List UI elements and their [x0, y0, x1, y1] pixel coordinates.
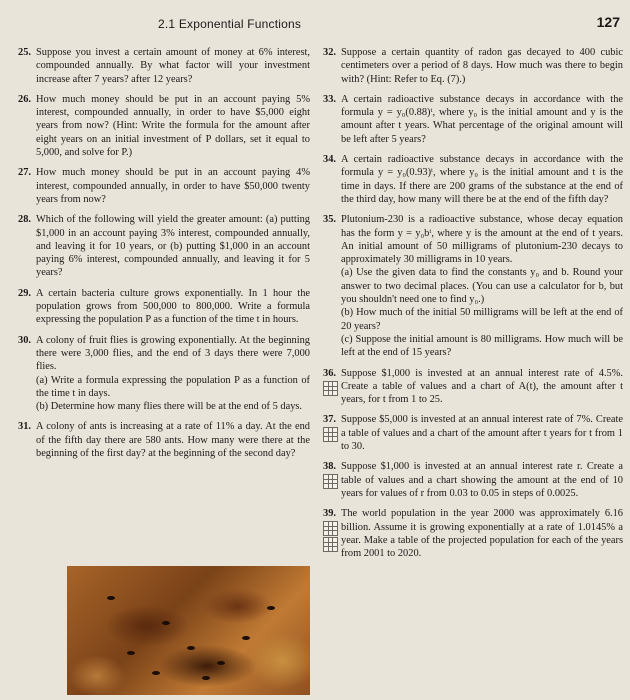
exercise-number: 34.: [323, 154, 336, 166]
exercise-text: Suppose a certain quantity of radon gas decayed to 400 cubic centimeters over a period of 8 days. How much was there to begin with? (Hint: Refer to Eq. (7).): [341, 47, 623, 85]
exercise-number: 26.: [18, 93, 31, 105]
ant-mark: [202, 676, 210, 680]
section-title: 2.1 Exponential Functions: [158, 17, 302, 31]
exercise-number: 32.: [323, 47, 336, 58]
exercise-part-c: (c) Suppose the initial amount is 80 milligrams. How much will be left at the end of 15 years?: [341, 333, 623, 359]
spreadsheet-icon: [323, 474, 338, 489]
exercise-text: Suppose $1,000 is invested at an annual interest rate of 4.5%. Create a table of values and a chart of A(t), the amount after t years, for t from 1 to 25.: [341, 367, 623, 406]
exercise-number: 31.: [18, 421, 31, 433]
exercise-31: [18, 420, 310, 460]
exercise-number: 35.: [323, 214, 336, 226]
exercise-text: A colony of ants is increasing at a rate of 11% a day. At the end of the fifth day there are 580 ants. How many were there at the beginning of the first day? at the beginning of the second day?: [36, 421, 310, 460]
ant-mark: [217, 661, 225, 665]
exercise-part-b: (b) Determine how many flies there will be at the end of 5 days.: [36, 401, 303, 413]
ant-mark: [107, 596, 115, 600]
exercise-39: [323, 507, 623, 560]
ants-photo: [67, 566, 310, 695]
exercise-number: 33.: [323, 93, 336, 105]
graph-icon: [323, 521, 338, 536]
spreadsheet-icon: [323, 537, 338, 552]
exercise-38: [323, 460, 623, 500]
exercise-text: A colony of fruit flies is growing exponentially. At the beginning there were 3,000 flies, and the end of 3 days there were 7,000 flies.: [36, 334, 310, 373]
exercise-27: [18, 166, 310, 206]
left-column: [18, 46, 310, 467]
exercise-33: [323, 93, 623, 146]
exercise-text: How much money should be put in an account paying 4% interest, compounded annually, in order to have $50,000 twenty years from now?: [36, 167, 310, 205]
exercise-text: How much money should be put in an account paying 5% interest, compounded annually, in order to have $5,000 eight years from now? (Hint: Write the formula for the amount after eight years on an initial investment of P dollars, set it equal to 5,000, and solve for P.): [36, 93, 310, 159]
exercise-36: [323, 367, 623, 407]
exercise-35: [323, 213, 623, 359]
ant-mark: [187, 646, 195, 650]
exercise-text: Which of the following will yield the greater amount: (a) putting $1,000 in an account paying 3% interest, compounded annually, and leaving it for 10 years, or (b) putting $1,000 in an account paying 6% interest, compounded annually, and leaving it for 5 years?: [36, 214, 310, 279]
exercise-text: Suppose $1,000 is invested at an annual interest rate r. Create a table of values and a chart showing the amount at the end of 10 years for values of r from 0.03 to 0.05 in steps of 0.0025.: [341, 461, 623, 499]
exercise-part-a: (a) Use the given data to find the constants y₀ and b. Round your answer to two decimal places. (You can use a calculator for b, but you shouldn't need one to find y₀.): [341, 267, 623, 306]
exercise-37: [323, 413, 623, 453]
exercise-number: 28.: [18, 214, 31, 226]
ant-mark: [162, 621, 170, 625]
exercise-28: [18, 213, 310, 279]
exercise-34: [323, 153, 623, 206]
ant-mark: [242, 636, 250, 640]
exercise-part-a: (a) Write a formula expressing the population P as a function of the time t in days.: [36, 374, 310, 399]
exercise-number: 37.: [323, 414, 336, 426]
exercise-text: Plutonium-230 is a radioactive substance, whose decay equation has the form y = y₀bᵗ, where y is the amount at the end of t years. An initial amount of 50 milligrams of plutonium-230 decays to approximately 30 milligrams in 10 years.: [341, 214, 623, 266]
exercise-number: 25.: [18, 47, 31, 58]
exercise-text: Suppose you invest a certain amount of money at 6% interest, compounded annually. By what factor will your investment increase after 7 years? after 12 years?: [36, 47, 310, 85]
exercise-30: [18, 334, 310, 414]
exercise-text: A certain radioactive substance decays in accordance with the formula y = y₀(0.88)ᵗ, where y₀ is the initial amount and y is the amount after t years. What percentage of the original amount will be left after 5 years?: [341, 93, 623, 145]
exercise-text: A certain bacteria culture grows exponentially. In 1 hour the population grows from 500,000 to 800,000. Write a formula expressing the population P as a function of the time t in hours.: [36, 287, 310, 326]
exercise-number: 36.: [323, 367, 336, 379]
ant-mark: [152, 671, 160, 675]
spreadsheet-icon: [323, 381, 338, 396]
exercise-text: Suppose $5,000 is invested at an annual interest rate of 7%. Create a table of values and a chart of the amount after t years for t from 1 to 30.: [341, 414, 623, 453]
spreadsheet-icon: [323, 427, 338, 442]
exercise-text: A certain radioactive substance decays in accordance with the formula y = y₀(0.93)ᵗ, where y₀ is the initial amount and t is the time in days. If there are 200 grams of the substance at the end of the third day, how many will there be at the end of the fifth day?: [341, 154, 623, 205]
exercise-number: 39.: [323, 508, 336, 520]
exercise-number: 27.: [18, 167, 31, 179]
exercise-text: The world population in the year 2000 was approximately 6.16 billion. Assume it is growing exponentially at a rate of 1.0145% a year. Make a table of the projected population for each of the years from 2001 to 2020.: [341, 508, 623, 560]
exercise-26: [18, 93, 310, 159]
page-header: [0, 0, 630, 40]
right-column: [323, 46, 623, 567]
exercise-part-b: (b) How much of the initial 50 milligrams will be left at the end of 20 years?: [341, 307, 623, 332]
exercise-number: 38.: [323, 461, 336, 473]
ant-mark: [127, 651, 135, 655]
exercise-25: [18, 46, 310, 86]
ant-mark: [267, 606, 275, 610]
page-number: 127: [596, 14, 620, 30]
exercise-number: 29.: [18, 287, 31, 299]
exercise-29: [18, 287, 310, 327]
exercise-32: [323, 46, 623, 86]
exercise-number: 30.: [18, 334, 31, 346]
